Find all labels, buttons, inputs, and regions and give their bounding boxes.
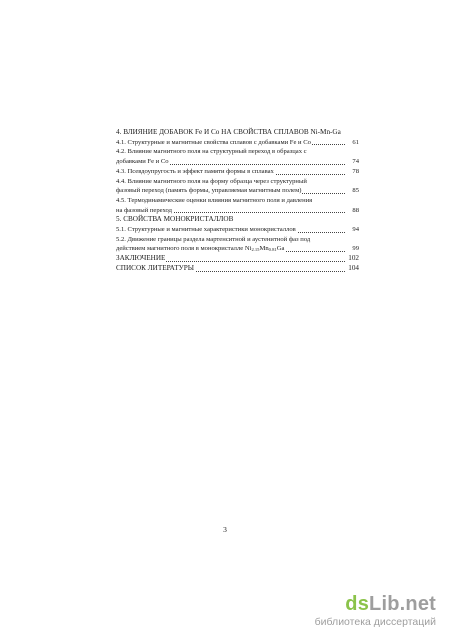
table-of-contents xyxy=(116,128,359,274)
toc-entry-4-4-line2[interactable]: фазовый переход (память формы, управляемая магнитным полем) 85 xyxy=(116,187,359,195)
toc-chapter-4-heading: 4. ВЛИЯНИЕ ДОБАВОК Fe И Co НА СВОЙСТВА СПЛАВОВ Ni-Mn-Ga xyxy=(116,128,341,136)
toc-page-number: 74 xyxy=(352,158,359,166)
toc-entry-4-3[interactable]: 4.3. Псевдоупругость и эффект памяти формы в сплавах 78 xyxy=(116,167,359,175)
toc-entry-5-2-line1[interactable]: 5.2. Движение границы раздела мартенситной и аустенитной фаз под xyxy=(116,235,311,243)
toc-page-number: 94 xyxy=(352,226,359,234)
toc-entry-4-2-line2[interactable]: добавками Fe и Co 74 xyxy=(116,158,359,166)
toc-page-number: 104 xyxy=(348,263,359,272)
toc-entry-4-2-line1[interactable]: 4.2. Влияние магнитного поля на структурный переход в образцах с xyxy=(116,148,307,156)
toc-entry-5-2-line2[interactable]: действием магнитного поля в монокристалле $Ni_{2.15}Mn_{0.81}Ga$ 99 xyxy=(116,245,359,253)
toc-page-number: 88 xyxy=(352,206,359,214)
dslib-watermark xyxy=(315,594,436,628)
toc-conclusion[interactable]: ЗАКЛЮЧЕНИЕ 102 xyxy=(116,254,359,263)
watermark-subtitle: библиотека диссертаций xyxy=(314,616,436,628)
toc-entry-4-4-line1[interactable]: 4.4. Влияние магнитного поля на форму образца через структурный xyxy=(116,177,307,185)
toc-page-number: 99 xyxy=(352,245,359,253)
toc-page-number: 85 xyxy=(352,187,359,195)
toc-literature[interactable]: СПИСОК ЛИТЕРАТУРЫ 104 xyxy=(116,263,359,272)
toc-page-number: 61 xyxy=(352,138,359,146)
toc-entry-4-1[interactable] xyxy=(116,138,359,148)
toc-page-number: 78 xyxy=(352,167,359,175)
toc-entry-5-1[interactable]: 5.1. Структурные и магнитные характеристики монокристаллов 94 xyxy=(116,226,359,234)
toc-entry-text: 4.1. Структурные и магнитные свойства сплавов с добавками Fe и Co xyxy=(116,138,311,146)
page-number: 3 xyxy=(223,525,227,534)
toc-entry-4-5-line2[interactable]: на фазовый переход 88 xyxy=(116,206,359,214)
dslib-logo: dsLib.net xyxy=(345,593,436,615)
toc-chapter-5-heading: 5. СВОЙСТВА МОНОКРИСТАЛЛОВ xyxy=(116,215,234,224)
toc-entry-4-5-line1[interactable]: 4.5. Термодинамические оценки влияния магнитного поля и давления xyxy=(116,196,313,204)
toc-page-number: 102 xyxy=(348,254,359,263)
